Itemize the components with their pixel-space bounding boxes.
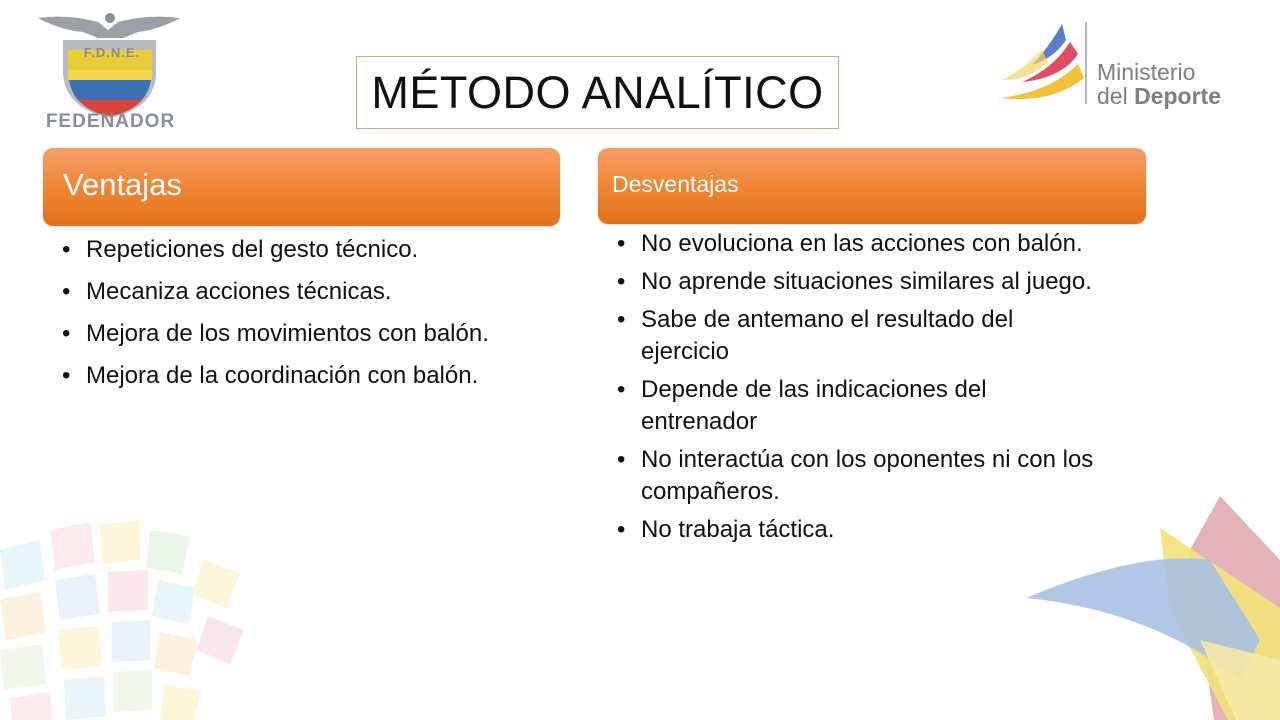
ministerio-wordmark-line2: [1097, 84, 1221, 108]
ministerio-wordmark-line1: Ministerio: [1097, 59, 1196, 85]
title-box: [356, 56, 839, 129]
decorative-pattern-left: [0, 520, 280, 720]
list-item: • No evoluciona en las acciones con balón.: [617, 228, 1107, 260]
list-item: • Sabe de antemano el resultado del ejercicio: [617, 304, 1107, 368]
list-item: • No interactúa con los oponentes ni con los compañeros.: [617, 444, 1107, 508]
list-item: • Depende de las indicaciones del entrenador: [617, 374, 1107, 438]
decorative-ribbons-right: [1000, 490, 1280, 720]
disadvantages-header: [598, 148, 1146, 224]
list-item: • No trabaja táctica.: [617, 514, 1107, 546]
ministerio-line2-bold: Deporte: [1134, 83, 1221, 109]
logo-divider: [1085, 22, 1087, 104]
list-item: • No aprende situaciones similares al juego.: [617, 266, 1107, 298]
slide-title: MÉTODO ANALÍTICO: [371, 66, 824, 118]
list-item: • Mejora de los movimientos con balón.: [62, 318, 512, 350]
ministerio-line2-light: del: [1097, 83, 1135, 109]
advantages-header: [43, 148, 560, 226]
fedenador-wordmark: FEDENADOR: [45, 111, 176, 132]
advantages-list: [62, 234, 512, 402]
disadvantages-header-label: Desventajas: [612, 171, 739, 197]
list-item: • Mejora de la coordinación con balón.: [62, 360, 512, 392]
ministerio-flame-icon: [992, 20, 1092, 110]
fdne-badge-text: F.D.N.E.: [83, 45, 141, 60]
list-item: • Repeticiones del gesto técnico.: [62, 234, 512, 266]
list-item: • Mecaniza acciones técnicas.: [62, 276, 512, 308]
advantages-header-label: Ventajas: [63, 167, 182, 202]
